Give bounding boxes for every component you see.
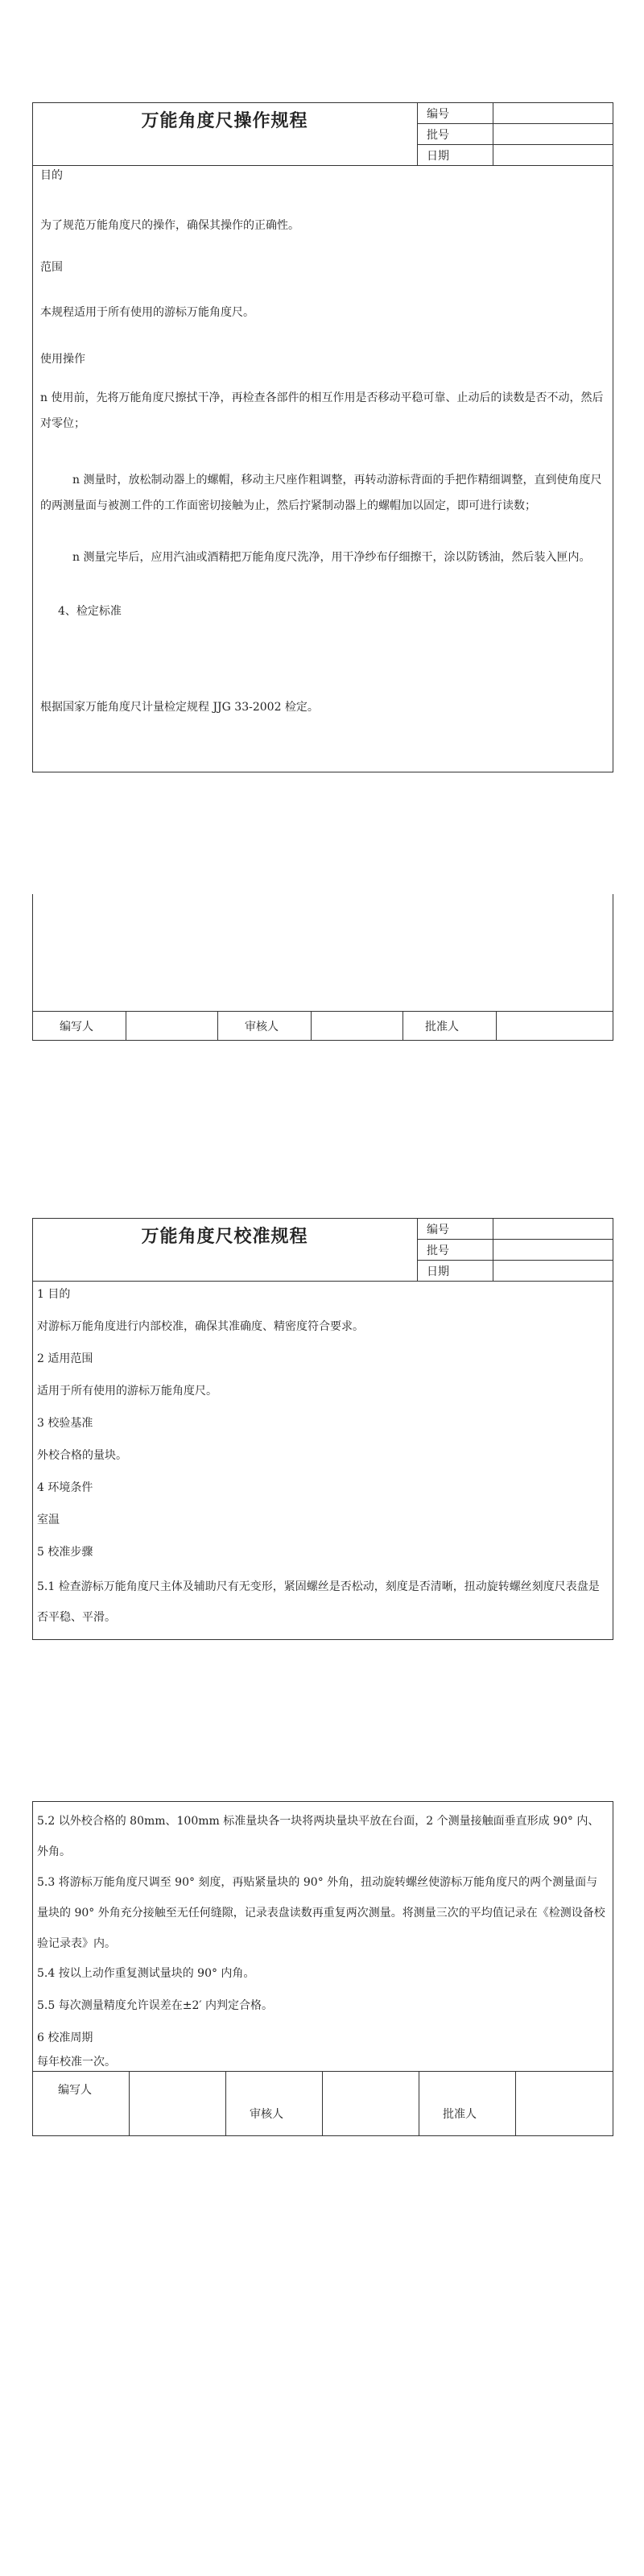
doc2-step-5-2: 5.2 以外校合格的 80mm、100mm 标准量块各一块将两块量块平放在台面，2 个测量接触面垂直形成 90° 内、外角。: [37, 1815, 600, 1858]
doc1-standard-text: 根据国家万能角度尺计量检定规程 JJG 33-2002 检定。: [40, 701, 319, 714]
doc2-step-5-3: 5.3 将游标万能角度尺调至 90° 刻度，再贴紧量块的 90° 外角，扭动旋转螺丝使游标万能角度尺的两个测量面与量块的 90° 外角充分接触至无任何缝隙，记录表盘读数再重复两次测量。将测量三次的平均值记录在《检测设备校验记录表》内。: [37, 1876, 605, 1950]
doc2-author-label: 编写人: [58, 2084, 92, 2097]
doc2-line-purpose-text: 对游标万能角度进行内部校准，确保其准确度、精密度符合要求。: [37, 1320, 364, 1333]
doc2-step-5-1: 5.1 检查游标万能角度尺主体及辅助尺有无变形，紧固螺丝是否松动，刻度是否清晰，扭动旋转螺丝刻度尺表盘是否平稳、平滑。: [37, 1580, 600, 1624]
doc1-purpose-text: 为了规范万能角度尺的操作，确保其操作的正确性。: [40, 219, 299, 232]
doc1-purpose-heading: 目的: [40, 169, 63, 182]
doc2-line-scope-text: 适用于所有使用的游标万能角度尺。: [37, 1385, 217, 1398]
doc2-line-purpose: 1 目的: [37, 1288, 71, 1301]
doc2-line-env: 4 环境条件: [37, 1481, 93, 1494]
doc2-number-label: 编号: [427, 1224, 449, 1236]
doc1-signature-frame: [32, 894, 613, 1041]
doc1-batch-label: 批号: [427, 129, 449, 142]
doc2-cycle-text: 每年校准一次。: [37, 2056, 116, 2069]
doc2-signature-frame: [32, 2072, 613, 2136]
doc2-step-5-5: 5.5 每次测量精度允许误差在±2′ 内判定合格。: [37, 1999, 273, 2012]
doc2-line-basis: 3 校验基准: [37, 1417, 93, 1430]
doc2-date-label: 日期: [427, 1265, 449, 1278]
doc1-date-label: 日期: [427, 150, 449, 163]
doc2-batch-label: 批号: [427, 1245, 449, 1257]
doc1-reviewer-label: 审核人: [245, 1021, 279, 1033]
doc2-line-basis-text: 外校合格的量块。: [37, 1449, 127, 1462]
doc1-scope-text: 本规程适用于所有使用的游标万能角度尺。: [40, 306, 254, 319]
doc2-cycle-heading: 6 校准周期: [37, 2031, 93, 2044]
doc2-line-steps: 5 校准步骤: [37, 1546, 93, 1559]
doc2-line-env-text: 室温: [37, 1514, 60, 1526]
doc1-usage-heading: 使用操作: [40, 353, 85, 366]
doc2-approver-label: 批准人: [443, 2108, 477, 2121]
doc1-approver-label: 批准人: [425, 1021, 459, 1033]
doc1-number-label: 编号: [427, 108, 449, 121]
doc2-title: 万能角度尺校准规程: [141, 1226, 308, 1247]
doc1-standard-heading: 4、检定标准: [58, 605, 122, 618]
doc2-step-5-4: 5.4 按以上动作重复测试量块的 90° 内角。: [37, 1967, 255, 1980]
doc2-line-scope: 2 适用范围: [37, 1352, 93, 1365]
doc1-scope-heading: 范围: [40, 261, 63, 274]
doc1-title: 万能角度尺操作规程: [141, 110, 308, 131]
doc2-reviewer-label: 审核人: [250, 2108, 283, 2121]
doc1-step-measure: n 测量时，放松制动器上的螺帽，移动主尺座作粗调整，再转动游标背面的手把作精细调整，直到使角度尺的两测量面与被测工件的工作面密切接触为止，然后拧紧制动器上的螺帽加以固定，即可进行读数；: [40, 474, 602, 512]
doc1-step-clean: n 测量完毕后，应用汽油或酒精把万能角度尺洗净，用干净纱布仔细擦干，涂以防锈油，然后装入匣内。: [72, 551, 591, 564]
doc1-usage-text: n 使用前，先将万能角度尺擦拭干净，再检查各部件的相互作用是否移动平稳可靠、止动后的读数是否不动，然后对零位；: [40, 391, 604, 430]
doc1-author-label: 编写人: [60, 1021, 93, 1033]
